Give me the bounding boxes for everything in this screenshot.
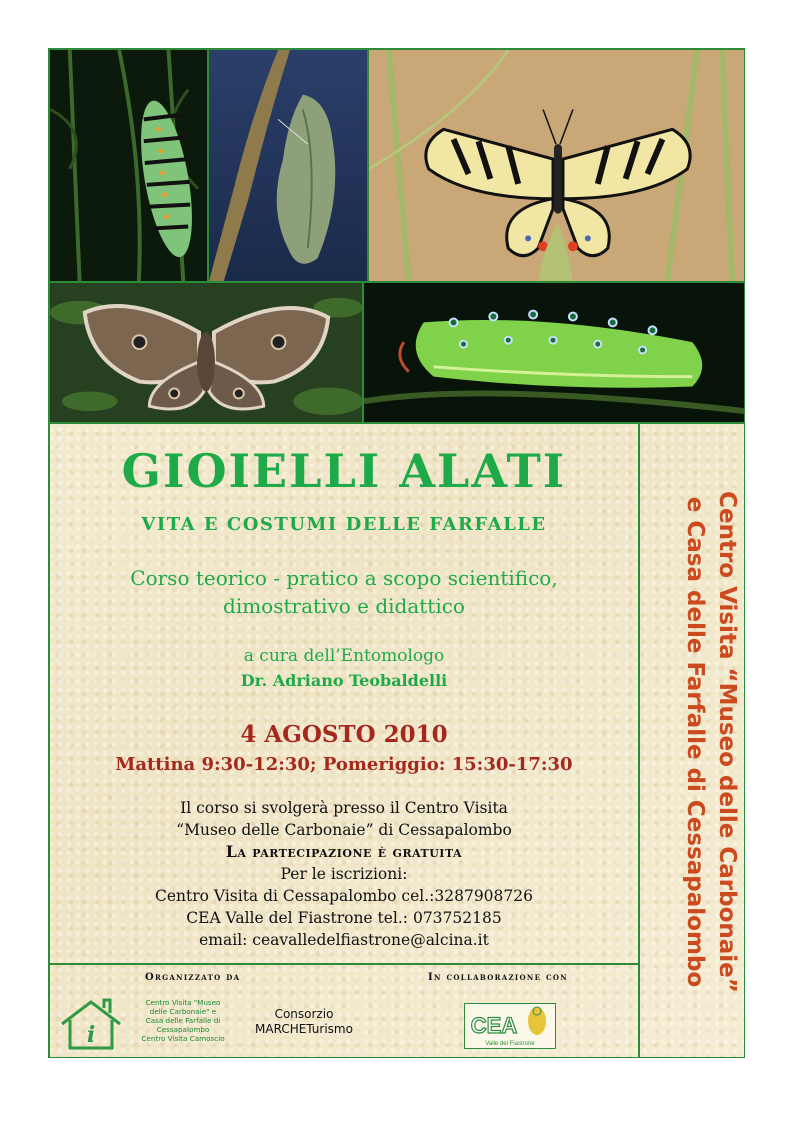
moth-image [50,283,362,422]
side-line-2: e Casa delle Farfalle di Cessapalombo [682,496,708,988]
swallowtail-image [369,50,745,281]
side-line-1: Centro Visita “Museo delle Carbonaie” [714,491,740,993]
consorzio-line-2: MARCHETurismo [255,1022,353,1036]
event-hours: Mattina 9:30-12:30; Pomeriggio: 15:30-17:30 [115,754,573,775]
cea-letters: CEA [470,1013,518,1038]
organizer-name [124,998,242,1043]
course-line-1: Corso teorico - pratico a scopo scientifico, [130,566,558,590]
organizer-line: Centro Visita Camoscio [141,1034,225,1043]
main-panel [49,423,639,964]
poster [48,48,745,1058]
photo-swallowtail [368,49,745,282]
info-location-2: “Museo delle Carbonaie” di Cessapalombo [176,821,512,839]
house-letter: i [86,1022,96,1048]
event-info [50,797,638,951]
page-title: GIOIELLI ALATI [121,444,567,498]
photo-emperor-caterpillar [363,282,745,423]
course-description [50,564,638,620]
consorzio-line-1: Consorzio [274,1007,334,1021]
collaboration-label: In collaborazione con [428,972,568,983]
photo-moth [49,282,363,423]
organizer-line: Centro Visita "Museo [145,998,221,1007]
curator-label: a cura dell’Entomologo [243,646,445,666]
curator-name: Dr. Adriano Teobaldelli [240,671,448,690]
course-line-2: dimostrativo e didattico [223,594,465,618]
info-contact-1: Centro Visita di Cessapalombo cel.:3287908726 [155,887,533,905]
caterpillar-image [50,50,207,281]
photo-chrysalis [208,49,368,282]
info-contact-2: CEA Valle del Fiastrone tel.: 073752185 [186,909,502,927]
event-date: 4 AGOSTO 2010 [240,721,448,748]
side-panel [639,423,745,1058]
subtitle: VITA E COSTUMI DELLE FARFALLE [141,514,547,535]
info-signup: Per le iscrizioni: [280,865,408,883]
house-info-icon [58,996,124,1054]
organizer-line: Casa delle Farfalle di [145,1016,221,1025]
chrysalis-image [209,50,367,281]
footer [49,964,639,1058]
emperor-caterpillar-image [364,283,745,422]
organized-by-label: Organizzato da [145,972,241,983]
organizer-line: Cessapalombo [156,1025,210,1034]
info-email: email: ceavalledelfiastrone@alcina.it [199,931,489,949]
photo-caterpillar-green [49,49,208,282]
info-free: La partecipazione è gratuita [225,842,463,861]
organizer-line: delle Carbonaie" e [149,1007,217,1016]
cea-logo [464,1003,556,1049]
info-location-1: Il corso si svolgerà presso il Centro Visita [180,799,508,817]
side-vertical-text [643,442,743,1042]
cea-tagline: Valle del Fiastrone [485,1041,535,1047]
consorzio-logo [254,1007,354,1037]
